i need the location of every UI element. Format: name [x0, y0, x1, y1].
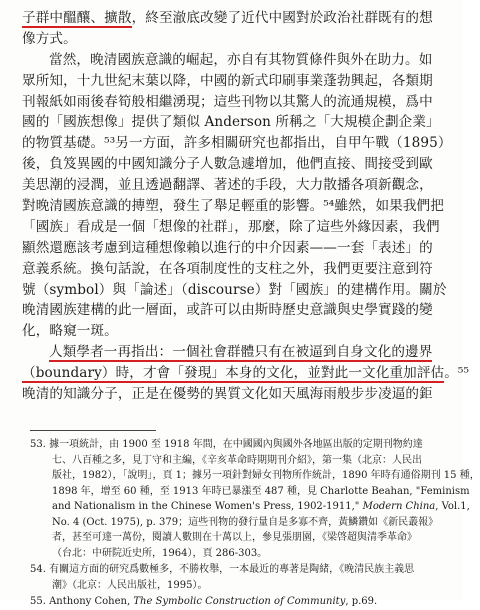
text-line: 刊報紙如雨後春筍般相繼湧現；這些刊物以其驚人的流通規模，爲中: [22, 93, 433, 110]
footnotes: [30, 437, 480, 610]
text-line: 像方式。: [22, 30, 77, 47]
footnote-55: 55. Anthony Cohen, The Symbolic Construction of Community, p.69.: [30, 596, 378, 607]
text-line: 晚清的知識分子，正是在優勢的異質文化如天風海雨般步步凌逼的鉅: [22, 386, 433, 403]
text-line: 子群中醞釀、擴散，終至澈底改變了近代中國對於政治社群既有的想: [22, 10, 433, 26]
underlined-phrase: （boundary）時，才會「發現」本身的文化，並對此一文化重加評估: [22, 365, 445, 382]
footnote-rule: [30, 430, 156, 431]
text-line: 後，負笈異國的中國知識分子人數急遽增加，他們直接、間接受到歐: [22, 156, 433, 173]
text-line: 化，略窺一斑。: [22, 323, 118, 340]
text-line: 意義系統。換句話說，在各項制度性的支柱之外，我們更要注意到符: [22, 260, 433, 277]
footnote-line: and Nationalism in the Chinese Women's Press, 1902-1911," Modern China, Vol.1,: [52, 501, 470, 512]
paragraph-start: [22, 342, 436, 363]
footnote-line: No. 4 (Oct. 1975), p. 379；這些刊物的發行量自是多寡不齊，黃鱗鑽如《新民叢報》: [52, 516, 439, 528]
text-line: 號（symbol）與「論述」（discourse）對「國族」的建構作用。關於: [22, 281, 447, 298]
text-line: （boundary）時，才會「發現」本身的文化，並對此一文化重加評估。⁵⁵: [22, 365, 470, 382]
footnote-line: 七、八百種之多，見丁守和主編，《辛亥革命時期期刊介紹》，第一集（北京：人民出: [52, 454, 422, 466]
footnote-54: 54. 有關這方面的研究爲數極多，不勝枚舉，一本最近的專著是陶緒，《晚清民族主義思: [30, 564, 415, 575]
text-line: 美思潮的浸潤，並且透過翻譯、著述的手段，大力散播各項新觀念，: [22, 177, 433, 194]
book-title: The Symbolic Construction of Community: [133, 596, 346, 607]
footnote-line: （台北：中研院近史所，1964），頁 286-303。: [52, 547, 268, 559]
text-line: 對晚清國族意識的摶塑，發生了舉足輕重的影響。⁵⁴雖然，如果我們把: [22, 198, 444, 215]
journal-title: Modern China: [362, 501, 436, 512]
footnote-line: 1898 年，增至 60 種，至 1913 年時已暴漲至 487 種，見 Charlotte Beahan, "Feminism: [52, 485, 470, 497]
footnote-line: 版社，1982），「說明」，頁 1；據另一項針對婦女刊物所作統計，1890 年時有通俗期刊 15 種，: [52, 470, 480, 481]
main-text: [22, 8, 470, 405]
footnote-line: 潮》（北京：人民出版社，1995）。: [52, 579, 208, 591]
underlined-phrase: 人類學者一再指出：一個社會群體只有在被逼到自身文化的邊界: [49, 344, 433, 361]
text-line: 國的「國族想像」提供了類似 Anderson 所稱之「大規模企劃企業」: [22, 114, 440, 131]
underlined-phrase: 子群中醞釀、擴散: [22, 10, 132, 26]
paragraph-start: 當然，晚清國族意識的崛起，亦自有其物質條件與外在助力。如: [49, 51, 433, 68]
text-line: 眾所知，十九世紀末葉以降，中國的新式印刷事業蓬勃興起，各類期: [22, 72, 433, 89]
footnote-line: 者，甚至可達一萬份，閱讀人數則在十萬以上，參見張朋園，《梁啓超與清季革命》: [52, 532, 417, 543]
text-line: 晚清國族建構的此一層面，或許可以由斯時歷史意識與史學實踐的變: [22, 302, 433, 319]
text-line: 的物質基礎。⁵³另一方面，許多相關研究也都指出，自甲午戰（1895）: [22, 135, 452, 152]
footnote-53: 53. 據一項統計，由 1900 至 1918 年間，在中國國內與國外各地區出版的定期刊物約達: [30, 439, 423, 450]
text-line: 「國族」看成是一個「想像的社群」，那麼，除了這些外緣因素，我們: [22, 218, 440, 235]
text-line: 顯然還應該考慮到這種想像賴以進行的中介因素——一套「表述」的: [22, 239, 433, 256]
